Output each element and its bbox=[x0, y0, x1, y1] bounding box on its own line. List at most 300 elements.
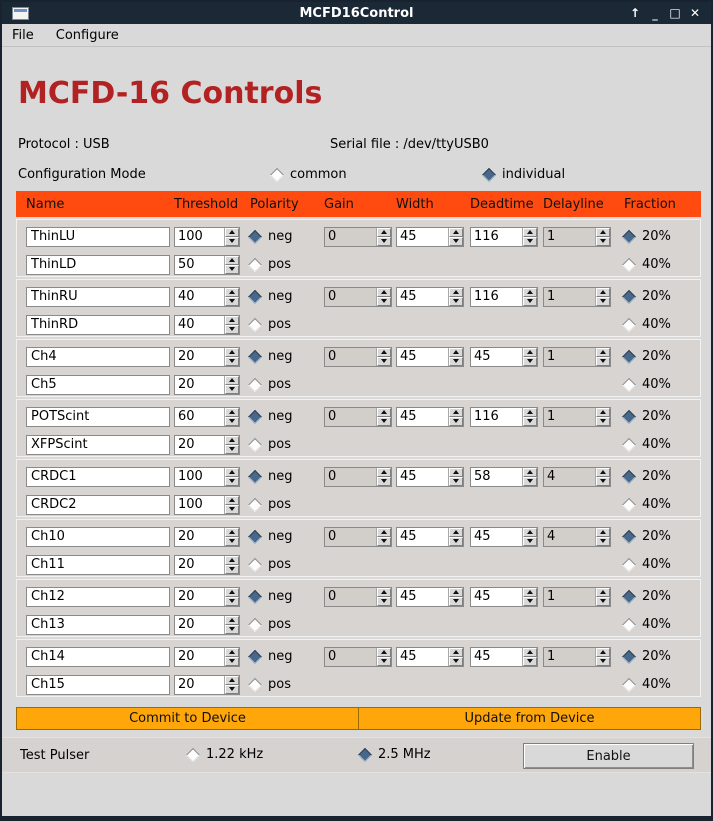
threshold-spinbox[interactable] bbox=[174, 315, 240, 335]
channel-row-top bbox=[26, 286, 700, 307]
delayline-input[interactable] bbox=[544, 408, 595, 426]
spin-up-icon[interactable] bbox=[225, 288, 239, 297]
spin-up-icon[interactable] bbox=[596, 228, 610, 237]
config-mode-individual-label: individual bbox=[502, 167, 566, 182]
spin-up-icon[interactable] bbox=[225, 408, 239, 417]
spin-down-icon[interactable] bbox=[225, 625, 239, 634]
spin-down-icon[interactable] bbox=[225, 297, 239, 306]
width-input[interactable] bbox=[397, 528, 448, 546]
spin-down-icon[interactable] bbox=[449, 297, 463, 306]
polarity-pos-label: pos bbox=[268, 497, 291, 512]
width-spinbox[interactable] bbox=[396, 587, 464, 607]
width-spinbox[interactable] bbox=[396, 287, 464, 307]
spin-down-icon[interactable] bbox=[596, 477, 610, 486]
deadtime-spinbox[interactable] bbox=[470, 527, 538, 547]
spin-down-icon[interactable] bbox=[225, 477, 239, 486]
spin-down-icon[interactable] bbox=[449, 597, 463, 606]
config-mode-common-radio[interactable] bbox=[272, 167, 347, 182]
spin-down-icon[interactable] bbox=[523, 297, 537, 306]
radio-diamond-icon bbox=[622, 529, 636, 543]
channel-name-input[interactable] bbox=[26, 527, 170, 547]
threshold-spinbox[interactable] bbox=[174, 675, 240, 695]
spin-up-icon[interactable] bbox=[225, 528, 239, 537]
spin-up-icon[interactable] bbox=[523, 648, 537, 657]
fraction-40-radio[interactable] bbox=[624, 317, 700, 332]
spin-down-icon[interactable] bbox=[377, 297, 391, 306]
channel-name-input[interactable] bbox=[26, 467, 170, 487]
fraction-20-radio[interactable] bbox=[624, 289, 700, 304]
spin-up-icon[interactable] bbox=[523, 408, 537, 417]
deadtime-input[interactable] bbox=[471, 468, 522, 486]
polarity-pos-radio[interactable] bbox=[250, 377, 324, 392]
channel-name-input[interactable] bbox=[26, 347, 170, 367]
deadtime-spinbox[interactable] bbox=[470, 467, 538, 487]
delayline-input[interactable] bbox=[544, 228, 595, 246]
polarity-neg-radio[interactable] bbox=[250, 589, 324, 604]
radio-diamond-icon bbox=[248, 257, 262, 271]
radio-diamond-icon bbox=[622, 289, 636, 303]
spin-up-icon[interactable] bbox=[596, 528, 610, 537]
fraction-40-radio[interactable] bbox=[624, 557, 700, 572]
width-spinbox[interactable] bbox=[396, 647, 464, 667]
width-spinbox[interactable] bbox=[396, 467, 464, 487]
gain-spinbox[interactable] bbox=[324, 587, 392, 607]
threshold-input[interactable] bbox=[175, 408, 224, 426]
pulser-122khz-radio[interactable] bbox=[188, 747, 263, 762]
spin-up-icon[interactable] bbox=[596, 408, 610, 417]
width-input[interactable] bbox=[397, 408, 448, 426]
gain-input[interactable] bbox=[325, 228, 376, 246]
gain-input[interactable] bbox=[325, 468, 376, 486]
spin-down-icon[interactable] bbox=[377, 537, 391, 546]
threshold-input[interactable] bbox=[175, 256, 224, 274]
spin-up-icon[interactable] bbox=[225, 648, 239, 657]
spin-up-icon[interactable] bbox=[523, 288, 537, 297]
spin-up-icon[interactable] bbox=[225, 496, 239, 505]
delayline-spinbox[interactable] bbox=[543, 287, 611, 307]
spin-down-icon[interactable] bbox=[377, 477, 391, 486]
width-input[interactable] bbox=[397, 588, 448, 606]
spin-up-icon[interactable] bbox=[523, 348, 537, 357]
channel-name-input[interactable] bbox=[26, 587, 170, 607]
row-spacer bbox=[324, 504, 611, 505]
update-from-device-button[interactable]: Update from Device bbox=[359, 707, 701, 730]
header-delayline: Delayline bbox=[543, 196, 604, 212]
width-input[interactable] bbox=[397, 468, 448, 486]
delayline-input[interactable] bbox=[544, 648, 595, 666]
spin-up-icon[interactable] bbox=[225, 468, 239, 477]
fraction-40-radio[interactable] bbox=[624, 257, 700, 272]
delayline-input[interactable] bbox=[544, 348, 595, 366]
spin-up-icon[interactable] bbox=[449, 468, 463, 477]
deadtime-input[interactable] bbox=[471, 588, 522, 606]
spin-down-icon[interactable] bbox=[225, 237, 239, 246]
channel-name-input[interactable] bbox=[26, 675, 170, 695]
spin-up-icon[interactable] bbox=[523, 468, 537, 477]
width-spinbox[interactable] bbox=[396, 347, 464, 367]
radio-diamond-icon bbox=[622, 377, 636, 391]
fraction-20-radio[interactable] bbox=[624, 349, 700, 364]
channel-name-input[interactable] bbox=[26, 407, 170, 427]
spin-down-icon[interactable] bbox=[523, 657, 537, 666]
width-input[interactable] bbox=[397, 348, 448, 366]
channel-name-input[interactable] bbox=[26, 315, 170, 335]
fraction-20-radio[interactable] bbox=[624, 409, 700, 424]
header-gain: Gain bbox=[324, 196, 354, 212]
delayline-input[interactable] bbox=[544, 588, 595, 606]
polarity-pos-label: pos bbox=[268, 677, 291, 692]
spin-up-icon[interactable] bbox=[596, 648, 610, 657]
delayline-spinbox[interactable] bbox=[543, 227, 611, 247]
threshold-spinbox[interactable] bbox=[174, 407, 240, 427]
spin-down-icon[interactable] bbox=[596, 297, 610, 306]
channel-name-input[interactable] bbox=[26, 647, 170, 667]
threshold-spinbox[interactable] bbox=[174, 647, 240, 667]
spin-down-icon[interactable] bbox=[596, 657, 610, 666]
polarity-neg-label: neg bbox=[268, 529, 293, 544]
spin-down-icon[interactable] bbox=[596, 417, 610, 426]
threshold-input[interactable] bbox=[175, 376, 224, 394]
threshold-spinbox[interactable] bbox=[174, 495, 240, 515]
fraction-40-radio[interactable] bbox=[624, 377, 700, 392]
delayline-spinbox[interactable] bbox=[543, 527, 611, 547]
fraction-40-radio[interactable] bbox=[624, 497, 700, 512]
radio-diamond-icon bbox=[622, 229, 636, 243]
fraction-20-radio[interactable] bbox=[624, 589, 700, 604]
fraction-40-label: 40% bbox=[642, 437, 671, 452]
gain-input[interactable] bbox=[325, 288, 376, 306]
spin-down-icon[interactable] bbox=[225, 357, 239, 366]
polarity-neg-radio[interactable] bbox=[250, 649, 324, 664]
polarity-neg-radio[interactable] bbox=[250, 289, 324, 304]
threshold-input[interactable] bbox=[175, 316, 224, 334]
titlebar[interactable] bbox=[2, 2, 711, 24]
spin-up-icon[interactable] bbox=[449, 408, 463, 417]
spin-up-icon[interactable] bbox=[225, 676, 239, 685]
delayline-input[interactable] bbox=[544, 468, 595, 486]
gain-spinbox[interactable] bbox=[324, 527, 392, 547]
threshold-input[interactable] bbox=[175, 348, 224, 366]
spin-down-icon[interactable] bbox=[449, 237, 463, 246]
spin-down-icon[interactable] bbox=[225, 325, 239, 334]
spin-up-icon[interactable] bbox=[225, 316, 239, 325]
width-input[interactable] bbox=[397, 228, 448, 246]
channel-name-input[interactable] bbox=[26, 227, 170, 247]
spin-down-icon[interactable] bbox=[377, 357, 391, 366]
fraction-20-label: 20% bbox=[642, 469, 671, 484]
spin-up-icon[interactable] bbox=[377, 288, 391, 297]
delayline-spinbox[interactable] bbox=[543, 407, 611, 427]
deadtime-spinbox[interactable] bbox=[470, 227, 538, 247]
pulser-25mhz-radio[interactable] bbox=[360, 747, 431, 762]
threshold-input[interactable] bbox=[175, 228, 224, 246]
polarity-pos-radio[interactable] bbox=[250, 677, 324, 692]
spin-up-icon[interactable] bbox=[225, 348, 239, 357]
row-spacer bbox=[324, 324, 611, 325]
radio-diamond-icon bbox=[622, 677, 636, 691]
polarity-pos-radio[interactable] bbox=[250, 437, 324, 452]
radio-diamond-icon bbox=[622, 469, 636, 483]
threshold-spinbox[interactable] bbox=[174, 467, 240, 487]
shade-icon[interactable]: ↑ bbox=[629, 6, 641, 20]
spin-down-icon[interactable] bbox=[596, 237, 610, 246]
threshold-spinbox[interactable] bbox=[174, 587, 240, 607]
threshold-input[interactable] bbox=[175, 436, 224, 454]
deadtime-input[interactable] bbox=[471, 408, 522, 426]
spin-down-icon[interactable] bbox=[523, 477, 537, 486]
spin-up-icon[interactable] bbox=[377, 468, 391, 477]
spin-up-icon[interactable] bbox=[225, 376, 239, 385]
close-icon[interactable]: ✕ bbox=[689, 6, 701, 20]
spin-down-icon[interactable] bbox=[523, 417, 537, 426]
threshold-spinbox[interactable] bbox=[174, 255, 240, 275]
spin-up-icon[interactable] bbox=[377, 588, 391, 597]
deadtime-spinbox[interactable] bbox=[470, 587, 538, 607]
spin-up-icon[interactable] bbox=[523, 528, 537, 537]
width-spinbox[interactable] bbox=[396, 407, 464, 427]
polarity-pos-radio[interactable] bbox=[250, 497, 324, 512]
delayline-input[interactable] bbox=[544, 528, 595, 546]
threshold-spinbox[interactable] bbox=[174, 435, 240, 455]
spin-up-icon[interactable] bbox=[225, 616, 239, 625]
gain-spinbox[interactable] bbox=[324, 347, 392, 367]
spin-up-icon[interactable] bbox=[225, 556, 239, 565]
deadtime-spinbox[interactable] bbox=[470, 407, 538, 427]
spin-down-icon[interactable] bbox=[449, 477, 463, 486]
threshold-spinbox[interactable] bbox=[174, 555, 240, 575]
spin-down-icon[interactable] bbox=[523, 357, 537, 366]
spin-up-icon[interactable] bbox=[377, 408, 391, 417]
minimize-icon[interactable]: _ bbox=[652, 8, 658, 21]
spin-up-icon[interactable] bbox=[596, 288, 610, 297]
spin-down-icon[interactable] bbox=[225, 597, 239, 606]
spin-up-icon[interactable] bbox=[377, 228, 391, 237]
test-pulser-row bbox=[2, 737, 711, 773]
spin-down-icon[interactable] bbox=[377, 417, 391, 426]
fraction-20-radio[interactable] bbox=[624, 469, 700, 484]
channel-pair-group bbox=[16, 639, 701, 697]
deadtime-spinbox[interactable] bbox=[470, 647, 538, 667]
spin-up-icon[interactable] bbox=[377, 648, 391, 657]
channel-name-input[interactable] bbox=[26, 495, 170, 515]
polarity-neg-label: neg bbox=[268, 409, 293, 424]
threshold-spinbox[interactable] bbox=[174, 527, 240, 547]
gain-input[interactable] bbox=[325, 528, 376, 546]
radio-diamond-icon bbox=[622, 437, 636, 451]
width-input[interactable] bbox=[397, 288, 448, 306]
spin-down-icon[interactable] bbox=[449, 537, 463, 546]
radio-diamond-icon bbox=[482, 167, 496, 181]
spin-up-icon[interactable] bbox=[449, 648, 463, 657]
gain-spinbox[interactable] bbox=[324, 467, 392, 487]
spin-down-icon[interactable] bbox=[449, 357, 463, 366]
menu-configure[interactable]: Configure bbox=[55, 27, 119, 43]
delayline-input[interactable] bbox=[544, 288, 595, 306]
spin-up-icon[interactable] bbox=[225, 588, 239, 597]
spin-down-icon[interactable] bbox=[596, 537, 610, 546]
channel-pair-group bbox=[16, 459, 701, 517]
config-mode-individual-radio[interactable] bbox=[484, 167, 565, 182]
channel-row-top bbox=[26, 346, 700, 367]
spin-up-icon[interactable] bbox=[449, 528, 463, 537]
spin-down-icon[interactable] bbox=[377, 237, 391, 246]
width-spinbox[interactable] bbox=[396, 227, 464, 247]
spin-up-icon[interactable] bbox=[449, 588, 463, 597]
threshold-input[interactable] bbox=[175, 616, 224, 634]
channel-name-input[interactable] bbox=[26, 255, 170, 275]
threshold-input[interactable] bbox=[175, 676, 224, 694]
polarity-pos-label: pos bbox=[268, 437, 291, 452]
channel-row-bottom bbox=[26, 494, 700, 515]
delayline-spinbox[interactable] bbox=[543, 647, 611, 667]
threshold-input[interactable] bbox=[175, 648, 224, 666]
channel-name-input[interactable] bbox=[26, 435, 170, 455]
threshold-spinbox[interactable] bbox=[174, 615, 240, 635]
gain-input[interactable] bbox=[325, 648, 376, 666]
spin-up-icon[interactable] bbox=[523, 228, 537, 237]
gain-input[interactable] bbox=[325, 588, 376, 606]
polarity-neg-radio[interactable] bbox=[250, 349, 324, 364]
deadtime-input[interactable] bbox=[471, 648, 522, 666]
spin-down-icon[interactable] bbox=[225, 537, 239, 546]
spin-down-icon[interactable] bbox=[225, 445, 239, 454]
gain-input[interactable] bbox=[325, 348, 376, 366]
deadtime-spinbox[interactable] bbox=[470, 287, 538, 307]
polarity-neg-radio[interactable] bbox=[250, 229, 324, 244]
spin-up-icon[interactable] bbox=[449, 228, 463, 237]
gain-spinbox[interactable] bbox=[324, 287, 392, 307]
polarity-neg-radio[interactable] bbox=[250, 409, 324, 424]
menu-file[interactable]: File bbox=[12, 27, 34, 43]
pulser-25mhz-label: 2.5 MHz bbox=[378, 747, 431, 762]
radio-diamond-icon bbox=[622, 617, 636, 631]
deadtime-input[interactable] bbox=[471, 288, 522, 306]
gain-spinbox[interactable] bbox=[324, 647, 392, 667]
channel-pair-group bbox=[16, 279, 701, 337]
deadtime-spinbox[interactable] bbox=[470, 347, 538, 367]
commit-to-device-button[interactable]: Commit to Device bbox=[16, 707, 359, 730]
spin-up-icon[interactable] bbox=[596, 348, 610, 357]
spin-down-icon[interactable] bbox=[225, 385, 239, 394]
spin-up-icon[interactable] bbox=[449, 348, 463, 357]
fraction-40-radio[interactable] bbox=[624, 617, 700, 632]
row-spacer bbox=[324, 564, 611, 565]
delayline-spinbox[interactable] bbox=[543, 587, 611, 607]
fraction-20-label: 20% bbox=[642, 229, 671, 244]
gain-spinbox[interactable] bbox=[324, 407, 392, 427]
threshold-input[interactable] bbox=[175, 528, 224, 546]
spin-down-icon[interactable] bbox=[449, 417, 463, 426]
deadtime-input[interactable] bbox=[471, 348, 522, 366]
spin-down-icon[interactable] bbox=[596, 357, 610, 366]
channel-row-bottom bbox=[26, 434, 700, 455]
delayline-spinbox[interactable] bbox=[543, 347, 611, 367]
polarity-pos-radio[interactable] bbox=[250, 257, 324, 272]
spin-down-icon[interactable] bbox=[225, 565, 239, 574]
deadtime-input[interactable] bbox=[471, 228, 522, 246]
radio-diamond-icon bbox=[248, 377, 262, 391]
spin-up-icon[interactable] bbox=[377, 528, 391, 537]
polarity-pos-radio[interactable] bbox=[250, 317, 324, 332]
spin-down-icon[interactable] bbox=[377, 657, 391, 666]
threshold-input[interactable] bbox=[175, 496, 224, 514]
radio-diamond-icon bbox=[622, 349, 636, 363]
width-spinbox[interactable] bbox=[396, 527, 464, 547]
polarity-neg-radio[interactable] bbox=[250, 469, 324, 484]
fraction-40-radio[interactable] bbox=[624, 677, 700, 692]
spin-down-icon[interactable] bbox=[523, 237, 537, 246]
channel-pair-group bbox=[16, 339, 701, 397]
polarity-pos-radio[interactable] bbox=[250, 557, 324, 572]
maximize-icon[interactable]: □ bbox=[669, 6, 681, 20]
spin-up-icon[interactable] bbox=[225, 228, 239, 237]
delayline-spinbox[interactable] bbox=[543, 467, 611, 487]
fraction-20-radio[interactable] bbox=[624, 229, 700, 244]
threshold-input[interactable] bbox=[175, 588, 224, 606]
spin-down-icon[interactable] bbox=[225, 417, 239, 426]
spin-down-icon[interactable] bbox=[523, 597, 537, 606]
threshold-spinbox[interactable] bbox=[174, 375, 240, 395]
channel-name-input[interactable] bbox=[26, 615, 170, 635]
deadtime-input[interactable] bbox=[471, 528, 522, 546]
threshold-spinbox[interactable] bbox=[174, 347, 240, 367]
spin-down-icon[interactable] bbox=[225, 265, 239, 274]
channel-name-input[interactable] bbox=[26, 375, 170, 395]
spin-down-icon[interactable] bbox=[225, 657, 239, 666]
spin-up-icon[interactable] bbox=[449, 288, 463, 297]
spin-up-icon[interactable] bbox=[377, 348, 391, 357]
serial-file-label: Serial file : /dev/ttyUSB0 bbox=[330, 137, 489, 152]
radio-diamond-icon bbox=[622, 557, 636, 571]
width-input[interactable] bbox=[397, 648, 448, 666]
threshold-spinbox[interactable] bbox=[174, 287, 240, 307]
fraction-20-radio[interactable] bbox=[624, 649, 700, 664]
threshold-input[interactable] bbox=[175, 288, 224, 306]
gain-spinbox[interactable] bbox=[324, 227, 392, 247]
spin-up-icon[interactable] bbox=[225, 256, 239, 265]
polarity-pos-radio[interactable] bbox=[250, 617, 324, 632]
enable-button[interactable]: Enable bbox=[523, 743, 694, 769]
spin-down-icon[interactable] bbox=[449, 657, 463, 666]
spin-down-icon[interactable] bbox=[523, 537, 537, 546]
polarity-neg-radio[interactable] bbox=[250, 529, 324, 544]
spin-down-icon[interactable] bbox=[225, 685, 239, 694]
channel-name-input[interactable] bbox=[26, 555, 170, 575]
channel-row-bottom bbox=[26, 554, 700, 575]
channel-row-bottom bbox=[26, 254, 700, 275]
polarity-neg-label: neg bbox=[268, 229, 293, 244]
row-spacer bbox=[324, 684, 611, 685]
radio-diamond-icon bbox=[358, 747, 372, 761]
fraction-40-radio[interactable] bbox=[624, 437, 700, 452]
radio-diamond-icon bbox=[248, 317, 262, 331]
spin-up-icon[interactable] bbox=[225, 436, 239, 445]
spin-down-icon[interactable] bbox=[596, 597, 610, 606]
threshold-input[interactable] bbox=[175, 556, 224, 574]
spin-up-icon[interactable] bbox=[523, 588, 537, 597]
spin-up-icon[interactable] bbox=[596, 588, 610, 597]
channel-name-input[interactable] bbox=[26, 287, 170, 307]
threshold-input[interactable] bbox=[175, 468, 224, 486]
spin-down-icon[interactable] bbox=[377, 597, 391, 606]
spin-down-icon[interactable] bbox=[225, 505, 239, 514]
spin-up-icon[interactable] bbox=[596, 468, 610, 477]
main-content bbox=[2, 47, 711, 816]
radio-diamond-icon bbox=[186, 747, 200, 761]
fraction-20-radio[interactable] bbox=[624, 529, 700, 544]
threshold-spinbox[interactable] bbox=[174, 227, 240, 247]
gain-input[interactable] bbox=[325, 408, 376, 426]
